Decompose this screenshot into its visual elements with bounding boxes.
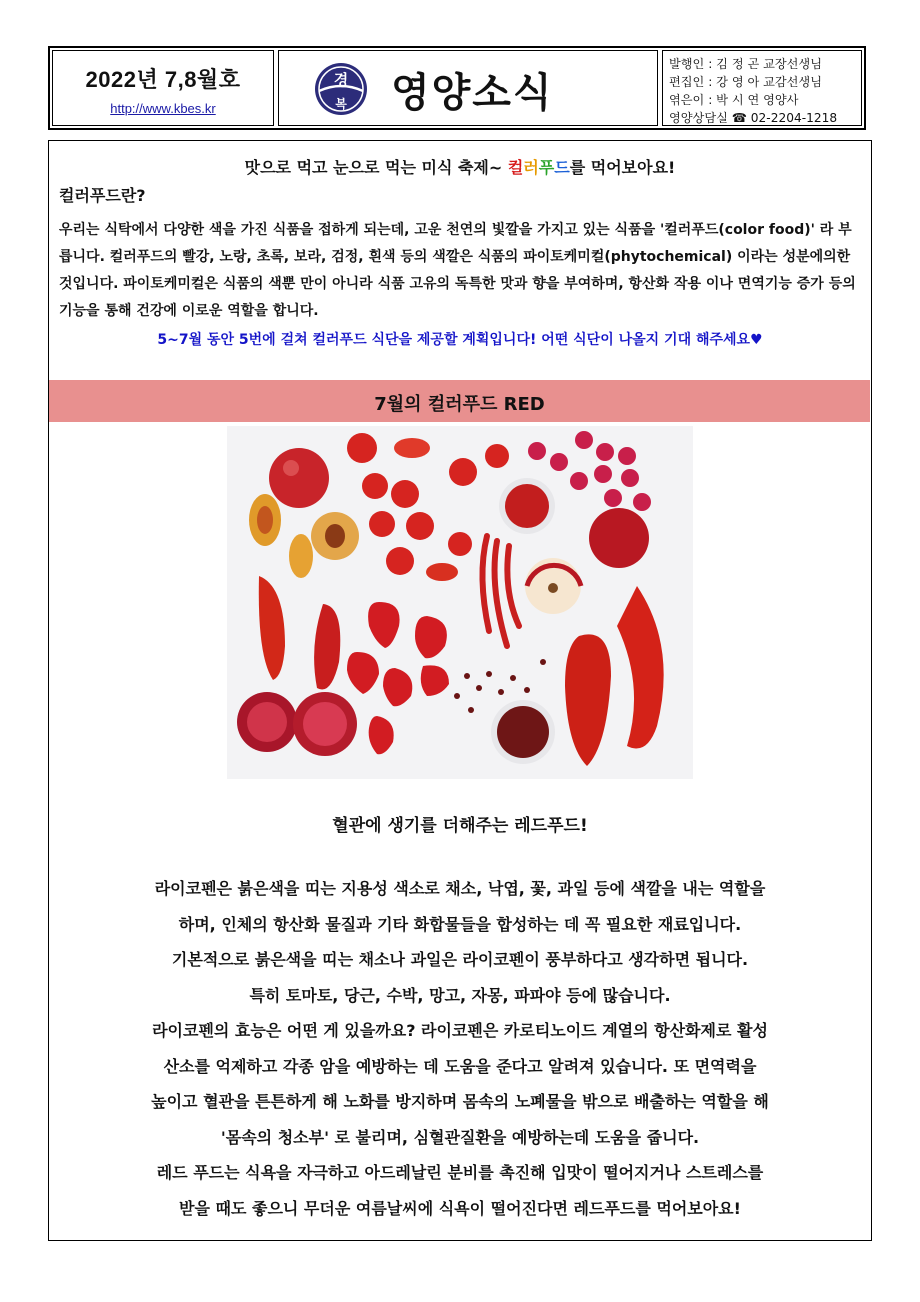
newsletter-header: [48, 46, 866, 130]
headline-colored-2: 러: [523, 158, 539, 177]
headline-before: 맛으로 먹고 눈으로 먹는 미식 축제~: [244, 158, 508, 177]
red-food-illustration: [227, 426, 693, 779]
masthead-title: 영양소식: [391, 70, 554, 116]
newsletter-body: [48, 140, 872, 1241]
section-band: [49, 380, 870, 422]
article-title: 혈관에 생기를 더해주는 레드푸드!: [332, 816, 588, 836]
staff-contact: 영양상담실 ☎ 02-2204-1218: [669, 111, 838, 125]
article-line-4: 특히 토마토, 당근, 수박, 망고, 자몽, 파파야 등에 많습니다.: [249, 985, 671, 1005]
staff-compiler: 엮은이 : 박 시 연 영양사: [669, 93, 799, 107]
article-line-10: 받을 때도 좋으니 무더운 여름날씨에 식욕이 떨어진다면 레드푸드를 먹어보아요!: [179, 1198, 741, 1218]
headline-colored-3: 푸: [538, 158, 555, 177]
issue-cell: [52, 50, 274, 126]
intro-paragraph: 우리는 식탁에서 다양한 색을 가진 식품을 접하게 되는데, 고운 천연의 빛깔을 가지고 있는 식품을 '컬러푸드(color food)' 라 부릅니다. 컬러푸드의 빨강, 노랑, 초록, 보라, 검정, 흰색 등의 색깔은 식품의 파이토케미컬(phytochemical) 이라는 성분에의한 것입니다. 파이토케미컬은 식품의 색뿐 만이 아니라 식품 고유의 독특한 맛과 향을 부여하며, 항산화 작용 이나 면역기능 증가 등의 기능을 통해 건강에 이로운 역할을 합니다.: [59, 222, 856, 319]
article-line-9: 레드 푸드는 식욕을 자극하고 아드레날린 분비를 촉진해 입맛이 떨어지거나 스트레스를: [156, 1163, 764, 1182]
logo-text-bottom: 복: [335, 97, 347, 111]
masthead-cell: [278, 50, 658, 126]
article-line-6: 산소를 억제하고 각종 암을 예방하는 데 도움을 준다고 알려져 있습니다. 또 면역력을: [163, 1056, 757, 1076]
article-body: [59, 871, 861, 1226]
headline-after: 를 먹어보아요!: [569, 158, 676, 177]
article-line-5: 라이코펜의 효능은 어떤 게 있을까요? 라이코펜은 카로티노이드 계열의 항산화제로 활성: [152, 1021, 768, 1040]
section-title: 7월의 컬러푸드 RED: [374, 394, 545, 415]
staff-list: [669, 55, 837, 127]
website-link[interactable]: http://www.kbes.kr: [110, 101, 216, 116]
intro-headline: [49, 155, 871, 178]
apple-illustration: [269, 448, 329, 508]
article-line-1: 라이코펜은 붉은색을 띠는 지용성 색소로 채소, 낙엽, 꽃, 과일 등에 색깔을 내는 역할을: [154, 879, 766, 898]
headline-colored-4: 드: [554, 158, 570, 177]
staff-publisher: 발행인 : 김 정 곤 교장선생님: [669, 57, 822, 71]
article-line-7: 높이고 혈관을 튼튼하게 해 노화를 방지하며 몸속의 노폐물을 밖으로 배출하는 역할을 해: [151, 1092, 769, 1111]
article-line-2: 하며, 인체의 항산화 물질과 기타 화합물들을 합성하는 데 꼭 필요한 재료입니다.: [178, 914, 742, 934]
intro-note: 5~7월 동안 5번에 걸쳐 컬러푸드 식단을 제공할 계획입니다! 어떤 식단이 나올지 기대 해주세요♥: [157, 332, 763, 348]
red-apple-illustration: [589, 508, 649, 568]
red-food-photo: [227, 426, 693, 779]
headline-colored-1: 컬: [507, 158, 524, 177]
logo-text-top: 경: [333, 71, 349, 89]
school-logo-icon: [313, 61, 369, 117]
article-line-3: 기본적으로 붉은색을 띠는 채소나 과일은 라이코펜이 풍부하다고 생각하면 됩니다.: [171, 950, 749, 969]
intro-subhead: 컬러푸드란?: [59, 186, 146, 205]
staff-cell: [662, 50, 862, 126]
staff-editor: 편집인 : 강 영 아 교감선생님: [669, 75, 822, 89]
article-line-8: '몸속의 청소부' 로 불리며, 심혈관질환을 예방하는데 도움을 줍니다.: [220, 1127, 700, 1147]
issue-date: 2022년 7,8월호: [85, 67, 241, 92]
